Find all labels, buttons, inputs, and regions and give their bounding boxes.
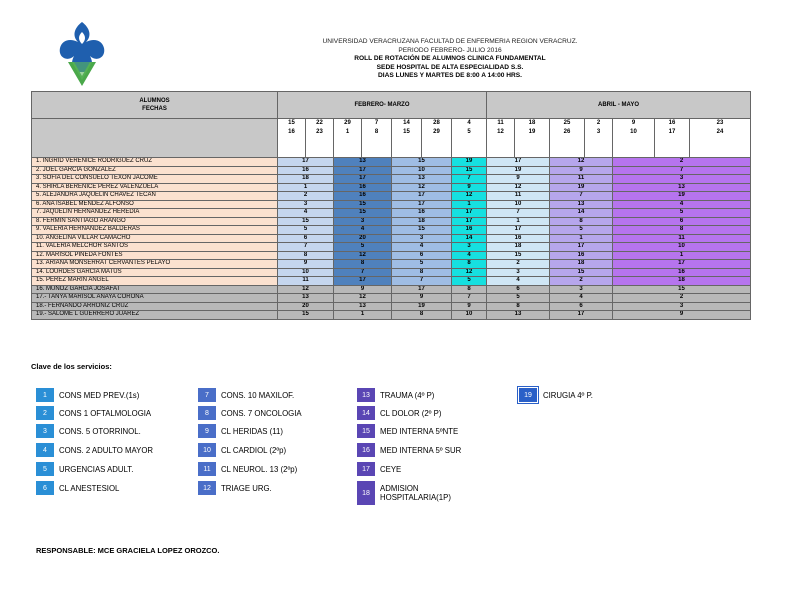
service-cell: 4 <box>392 243 452 252</box>
service-cell: 2 <box>550 277 613 286</box>
legend-item <box>357 462 401 476</box>
service-cell: 7 <box>334 268 392 277</box>
legend-item <box>357 388 434 402</box>
service-cell: 10 <box>392 166 452 175</box>
service-cell: 12 <box>487 183 550 192</box>
service-cell: 17 <box>392 192 452 201</box>
service-cell: 7 <box>452 175 487 184</box>
header-roll-title: ROLL DE ROTACIÓN DE ALUMNOS CLINICA FUNDAMENTAL <box>354 55 546 63</box>
service-cell: 11 <box>487 192 550 201</box>
service-cell: 15 <box>278 217 334 226</box>
service-cell: 8 <box>452 285 487 294</box>
service-cell: 4 <box>550 294 613 303</box>
student-name: 15. PEREZ MARIN ANGEL <box>32 277 278 286</box>
legend-item <box>357 406 441 420</box>
service-cell: 8 <box>550 217 613 226</box>
student-name: 5. ALEJANDRA JAQUELIN CHAVEZ TECÁN <box>32 192 278 201</box>
service-cell: 9 <box>452 302 487 311</box>
table-row <box>32 226 751 235</box>
legend-number: 17 <box>357 462 375 476</box>
service-cell: 16 <box>487 234 550 243</box>
service-cell: 18 <box>550 260 613 269</box>
service-cell: 9 <box>452 183 487 192</box>
service-cell: 8 <box>487 302 550 311</box>
period-apr-may: ABRIL - MAYO <box>487 92 751 119</box>
service-cell: 6 <box>278 234 334 243</box>
legend-label: CEYE <box>380 464 402 474</box>
service-cell: 13 <box>334 302 392 311</box>
legend-item <box>198 443 286 457</box>
service-cell: 17 <box>334 277 392 286</box>
service-cell: 20 <box>334 234 392 243</box>
document-header <box>200 38 700 81</box>
service-cell: 17 <box>487 158 550 167</box>
date-header: 14 15 <box>392 119 422 158</box>
student-name: 2. JOEL GARCÍA GONZÁLEZ <box>32 166 278 175</box>
table-row <box>32 285 751 294</box>
header-schedule: DIAS LUNES Y MARTES DE 8:00 A 14:00 HRS. <box>377 72 522 80</box>
legend-number: 3 <box>36 424 54 438</box>
service-cell: 19 <box>550 183 613 192</box>
legend-number: 12 <box>198 481 216 495</box>
legend-number: 11 <box>198 462 216 476</box>
legend-number: 7 <box>198 388 216 402</box>
service-cell: 12 <box>392 183 452 192</box>
service-cell: 17 <box>550 243 613 252</box>
responsable: RESPONSABLE: MCE GRACIELA LOPEZ OROZCO. <box>36 546 220 555</box>
date-header: 25 26 <box>550 119 585 158</box>
service-cell: 15 <box>334 209 392 218</box>
service-cell: 6 <box>487 285 550 294</box>
service-cell: 1 <box>613 251 751 260</box>
service-cell: 18 <box>613 277 751 286</box>
service-cell: 9 <box>550 166 613 175</box>
service-cell: 13 <box>550 200 613 209</box>
period-feb-mar: FEBRERO- MARZO <box>278 92 487 119</box>
date-header: 4 5 <box>452 119 487 158</box>
service-cell: 20 <box>278 302 334 311</box>
service-cell: 14 <box>452 234 487 243</box>
service-cell: 12 <box>452 268 487 277</box>
service-cell: 2 <box>278 192 334 201</box>
legend-item <box>357 424 458 438</box>
service-cell: 3 <box>334 217 392 226</box>
service-cell: 13 <box>613 183 751 192</box>
student-name: 18.- FERNANDO ARRONIZ CRUZ <box>32 302 278 311</box>
table-row <box>32 302 751 311</box>
legend-item <box>357 481 451 505</box>
service-cell: 9 <box>613 311 751 320</box>
table-row <box>32 166 751 175</box>
table-row <box>32 217 751 226</box>
student-name: 14. LOURDES GARCIA MATUS <box>32 268 278 277</box>
rotation-table <box>31 91 751 320</box>
student-name: 4. SHIRLA BERENICE PEREZ VALENZUELA <box>32 183 278 192</box>
student-name: 8. FERMIN SANTIAGO ARANGO <box>32 217 278 226</box>
service-cell: 17 <box>452 209 487 218</box>
service-cell: 4 <box>452 251 487 260</box>
service-cell: 17 <box>334 175 392 184</box>
student-name: 11. VALERIA MELCHOR SANTOS <box>32 243 278 252</box>
legend-label: CONS. 7 ONCOLOGIA <box>221 408 302 418</box>
date-header: 23 24 <box>690 119 751 158</box>
service-cell: 15 <box>550 268 613 277</box>
service-cell: 13 <box>334 158 392 167</box>
service-cell: 19 <box>392 302 452 311</box>
date-header: 16 17 <box>655 119 690 158</box>
service-cell: 12 <box>334 294 392 303</box>
service-cell: 8 <box>392 311 452 320</box>
table-row <box>32 234 751 243</box>
table-row <box>32 158 751 167</box>
date-header: 22 23 <box>306 119 334 158</box>
service-cell: 7 <box>487 209 550 218</box>
legend-number: 14 <box>357 406 375 420</box>
service-cell: 1 <box>334 311 392 320</box>
service-cell: 12 <box>334 251 392 260</box>
service-cell: 12 <box>278 285 334 294</box>
date-header: 2 3 <box>585 119 613 158</box>
legend-label: TRAUMA (4º P) <box>380 390 435 400</box>
legend-number: 15 <box>357 424 375 438</box>
student-name: 3. SOFIA DEL CONSUELO TEXON JACOME <box>32 175 278 184</box>
service-cell: 17 <box>487 226 550 235</box>
table-row <box>32 251 751 260</box>
service-cell: 4 <box>334 226 392 235</box>
service-cell: 11 <box>613 234 751 243</box>
student-name: 16. MUÑOZ GARCIA JOSAFAT <box>32 285 278 294</box>
service-cell: 14 <box>550 209 613 218</box>
service-cell: 4 <box>613 200 751 209</box>
service-cell: 10 <box>278 268 334 277</box>
service-cell: 8 <box>334 260 392 269</box>
service-cell: 6 <box>392 251 452 260</box>
legend-number: 19 <box>518 387 538 403</box>
table-row <box>32 260 751 269</box>
service-cell: 2 <box>613 294 751 303</box>
service-cell: 11 <box>278 277 334 286</box>
legend-number: 18 <box>357 481 375 505</box>
date-header: 9 10 <box>613 119 655 158</box>
service-cell: 16 <box>550 251 613 260</box>
table-row <box>32 311 751 320</box>
service-cell: 3 <box>278 200 334 209</box>
student-name: 1. INGRID VERENICE RODRIGUEZ CRUZ <box>32 158 278 167</box>
service-cell: 9 <box>278 260 334 269</box>
legend-label: MED INTERNA 5º SUR <box>380 445 462 455</box>
service-cell: 12 <box>452 192 487 201</box>
legend-label: TRIAGE URG. <box>221 483 272 493</box>
student-name: 6. ANA ISABEL MENDEZ ALFONSO <box>32 200 278 209</box>
legend-item <box>198 481 272 495</box>
service-cell: 5 <box>334 243 392 252</box>
legend-number: 5 <box>36 462 54 476</box>
service-cell: 15 <box>278 311 334 320</box>
service-cell: 15 <box>613 285 751 294</box>
legend-label: CONS 1 OFTALMOLOGIA <box>59 408 152 418</box>
service-cell: 9 <box>392 294 452 303</box>
service-cell: 6 <box>550 302 613 311</box>
header-site: SEDE HOSPITAL DE ALTA ESPECIALIDAD S.S. <box>376 63 524 71</box>
service-cell: 17 <box>392 285 452 294</box>
table-row <box>32 277 751 286</box>
service-cell: 10 <box>452 311 487 320</box>
legend-label: CL NEUROL. 13 (2ºp) <box>221 464 298 474</box>
service-cell: 8 <box>278 251 334 260</box>
student-name: 10. ANGELINA VILLAR CAMACHO <box>32 234 278 243</box>
service-cell: 7 <box>392 277 452 286</box>
service-cell: 17 <box>452 217 487 226</box>
student-name: 17.- TANYA MARISOL ANAYA CORONA <box>32 294 278 303</box>
service-cell: 18 <box>278 175 334 184</box>
service-cell: 11 <box>550 175 613 184</box>
service-cell: 1 <box>550 234 613 243</box>
legend-number: 1 <box>36 388 54 402</box>
legend-label: CONS. 10 MAXILOF. <box>221 390 295 400</box>
legend-item <box>198 424 283 438</box>
legend-label: CL ANESTESIOL <box>59 483 120 493</box>
service-cell: 9 <box>487 175 550 184</box>
table-row <box>32 209 751 218</box>
table-row <box>32 183 751 192</box>
service-cell: 17 <box>334 166 392 175</box>
service-cell: 19 <box>452 158 487 167</box>
legend-label: MED INTERNA 5ºNTE <box>380 426 459 436</box>
service-cell: 5 <box>278 226 334 235</box>
service-cell: 17 <box>278 158 334 167</box>
service-cell: 2 <box>487 260 550 269</box>
dates-header-blank <box>32 119 278 158</box>
header-university: UNIVERSIDAD VERACRUZANA FACULTAD DE ENFERMERIA REGION VERACRUZ. <box>322 38 578 45</box>
header-period: PERIODO FEBRERO- JULIO 2016 <box>398 46 502 54</box>
service-cell: 6 <box>613 217 751 226</box>
service-cell: 18 <box>487 243 550 252</box>
service-cell: 4 <box>278 209 334 218</box>
service-cell: 1 <box>487 217 550 226</box>
legend-title: Clave de los servicios: <box>31 362 112 371</box>
service-cell: 15 <box>392 226 452 235</box>
service-cell: 3 <box>550 285 613 294</box>
student-name: 7. JAQUELIN HERNANDEZ HEREDIA <box>32 209 278 218</box>
table-row <box>32 294 751 303</box>
service-cell: 16 <box>392 209 452 218</box>
table-row <box>32 268 751 277</box>
legend-item <box>357 443 461 457</box>
date-header: 18 19 <box>515 119 550 158</box>
service-cell: 15 <box>392 158 452 167</box>
legend-label: CL HERIDAS (11) <box>221 426 283 436</box>
service-cell: 3 <box>392 234 452 243</box>
table-row <box>32 175 751 184</box>
legend-label: CONS. 5 OTORRINOL. <box>59 426 141 436</box>
service-cell: 5 <box>452 277 487 286</box>
service-cell: 18 <box>392 217 452 226</box>
date-header: 7 8 <box>362 119 392 158</box>
service-cell: 8 <box>392 268 452 277</box>
service-cell: 13 <box>392 175 452 184</box>
service-cell: 13 <box>487 311 550 320</box>
service-cell: 17 <box>550 311 613 320</box>
names-header: ALUMNOS FECHAS <box>32 92 278 119</box>
service-cell: 12 <box>550 158 613 167</box>
service-cell: 4 <box>487 277 550 286</box>
legend-label: ADMISION HOSPITALARIA(1P) <box>380 484 451 502</box>
service-cell: 16 <box>613 268 751 277</box>
service-cell: 8 <box>452 260 487 269</box>
legend-label: URGENCIAS ADULT. <box>59 464 134 474</box>
legend-label: CIRUGIA 4º P. <box>543 390 593 400</box>
legend-item <box>198 406 302 420</box>
legend-number: 13 <box>357 388 375 402</box>
service-cell: 1 <box>452 200 487 209</box>
service-cell: 13 <box>278 294 334 303</box>
table-group-header <box>32 92 751 119</box>
service-cell: 17 <box>613 260 751 269</box>
table-dates-row <box>32 119 751 158</box>
service-cell: 16 <box>334 192 392 201</box>
legend-number: 10 <box>198 443 216 457</box>
legend-item <box>36 481 119 495</box>
service-cell: 7 <box>278 243 334 252</box>
service-cell: 3 <box>613 175 751 184</box>
legend-number: 16 <box>357 443 375 457</box>
service-cell: 17 <box>392 200 452 209</box>
date-header: 29 1 <box>334 119 362 158</box>
legend-label: CL CARDIOL (2ºp) <box>221 445 287 455</box>
service-cell: 16 <box>278 166 334 175</box>
legend-item <box>36 462 133 476</box>
service-cell: 15 <box>452 166 487 175</box>
service-cell: 3 <box>487 268 550 277</box>
date-header: 11 12 <box>487 119 515 158</box>
service-cell: 19 <box>613 192 751 201</box>
student-name: 13. ARIANA MONSERRAT CERVANTES PELAYO <box>32 260 278 269</box>
legend-item <box>198 462 297 476</box>
table-row <box>32 243 751 252</box>
service-cell: 2 <box>613 158 751 167</box>
service-cell: 5 <box>550 226 613 235</box>
service-cell: 3 <box>613 302 751 311</box>
service-cell: 19 <box>487 166 550 175</box>
service-cell: 15 <box>487 251 550 260</box>
service-cell: 10 <box>487 200 550 209</box>
service-cell: 9 <box>334 285 392 294</box>
service-cell: 3 <box>452 243 487 252</box>
legend-number: 6 <box>36 481 54 495</box>
legend-number: 4 <box>36 443 54 457</box>
legend-item <box>36 443 153 457</box>
service-cell: 7 <box>452 294 487 303</box>
legend-number: 9 <box>198 424 216 438</box>
legend-item <box>36 388 139 402</box>
legend-number: 8 <box>198 406 216 420</box>
legend-item <box>518 387 593 403</box>
table-row <box>32 192 751 201</box>
table-row <box>32 200 751 209</box>
service-cell: 16 <box>334 183 392 192</box>
legend-number: 2 <box>36 406 54 420</box>
legend-item <box>198 388 294 402</box>
legend-label: CONS. 2 ADULTO MAYOR <box>59 445 154 455</box>
service-cell: 15 <box>334 200 392 209</box>
service-cell: 5 <box>613 209 751 218</box>
legend-item <box>36 424 141 438</box>
student-name: 19.- SALOME L GUERRERO JUAREZ <box>32 311 278 320</box>
legend-label: CL DOLOR (2º P) <box>380 408 442 418</box>
service-cell: 5 <box>392 260 452 269</box>
legend-item <box>36 406 151 420</box>
service-cell: 16 <box>452 226 487 235</box>
date-header: 28 29 <box>422 119 452 158</box>
service-cell: 8 <box>613 226 751 235</box>
service-cell: 5 <box>487 294 550 303</box>
date-header: 15 16 <box>278 119 306 158</box>
university-logo <box>52 18 112 90</box>
student-name: 9. VALERIA HERNANDEZ BALDERAS <box>32 226 278 235</box>
service-cell: 1 <box>278 183 334 192</box>
service-cell: 7 <box>613 166 751 175</box>
student-name: 12. MARISOL PINEDA FONTES <box>32 251 278 260</box>
service-cell: 10 <box>613 243 751 252</box>
legend-label: CONS MED PREV.(1s) <box>59 390 140 400</box>
service-cell: 7 <box>550 192 613 201</box>
